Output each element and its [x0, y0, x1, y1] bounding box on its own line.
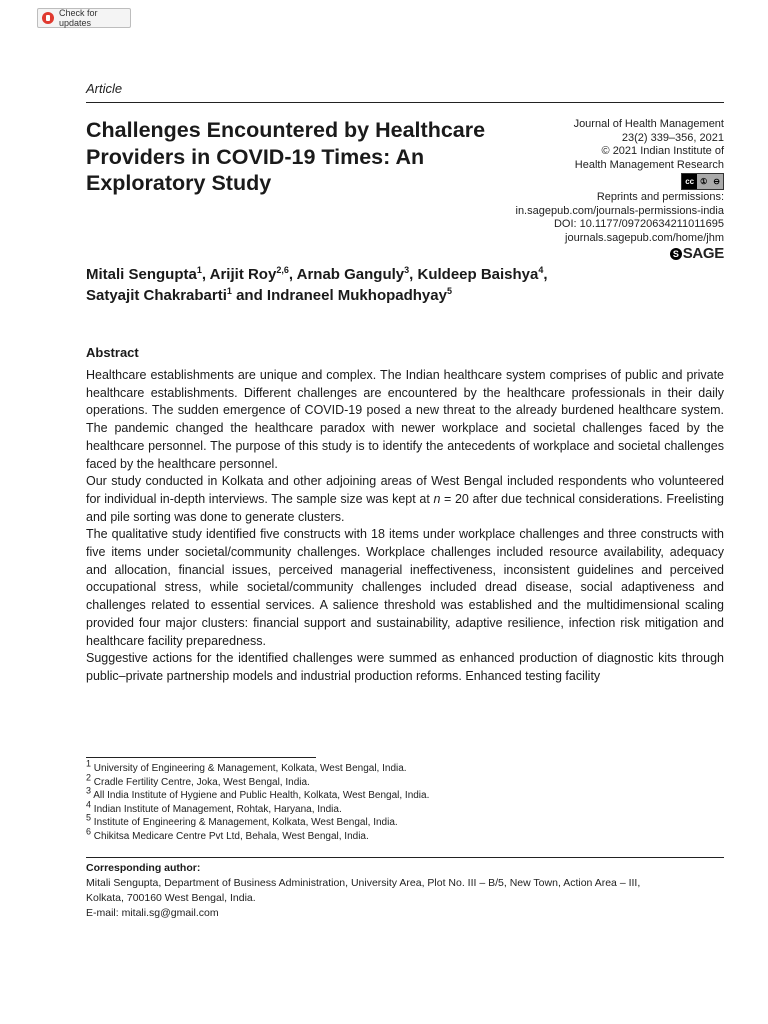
author-name: Arijit Roy	[209, 266, 277, 283]
abstract-paragraph	[86, 473, 724, 526]
corresponding-address: Mitali Sengupta, Department of Business Administration, University Area, Plot No. III – B/5, New Town, Action Area – III,	[86, 877, 641, 889]
abstract-paragraph: The qualitative study identified five constructs with 18 items under workplace challenges and three constructs with five items under societal/community challenges. Workplace challenges included resource availability, adequacy and allocation, financial issues, perceived managerial ineffectiveness, inconsistent guidelines and perceived occupational stress, while societal/community challenges included dread disease, social adaptiveness and challenges related to essential services. A salience threshold was established and the multidimensional scaling provided four major clusters: financial support and sustainability, adaptive resilience, infection risk mitigation and healthcare facility preparedness.	[86, 527, 724, 648]
check-for-updates-label: Check for updates	[59, 8, 98, 28]
footnote-number: 3	[86, 785, 92, 796]
footnote-item	[86, 812, 726, 830]
copyright-line-1: © 2021 Indian Institute of	[601, 145, 724, 157]
check-for-updates-button[interactable]	[37, 8, 131, 28]
copyright-line-2: Health Management Research	[574, 158, 724, 171]
footnote-item	[86, 772, 726, 790]
author-list: Mitali Sengupta$^1$, Arijit Roy$^{2,6}$, Arnab Ganguly$^3$, Kuldeep Baishya$^4$, Satyajit Chakrabarti$^1$ and Indraneel Mukhopadhyay$^5$	[86, 265, 548, 304]
publisher-name: SAGE	[682, 245, 724, 262]
author-name: Arnab Ganguly	[296, 266, 405, 283]
footnote-text: All India Institute of Hygiene and Public Health, Kolkata, West Bengal, India.	[93, 790, 430, 801]
abstract-paragraph: Suggestive actions for the identified challenges were summed as enhanced production of diagnostic kits through public–private partnership models and industrial production reforms. Enhanced testing facility	[86, 651, 724, 683]
journal-home-link[interactable]: journals.sagepub.com/home/jhm	[565, 231, 724, 244]
journal-citation: 23(2) 339–356, 2021	[621, 131, 724, 144]
author-name: Indraneel Mukhopadhyay	[266, 287, 447, 304]
abstract-body	[86, 367, 724, 686]
corresponding-email[interactable]: E-mail: mitali.sg@gmail.com	[86, 907, 219, 919]
corresponding-author-heading: Corresponding author:	[86, 862, 201, 874]
footnote-item	[86, 826, 726, 844]
footnote-text: University of Engineering & Management, Kolkata, West Bengal, India.	[93, 763, 407, 774]
sage-logo	[464, 247, 724, 261]
article-type-label: Article	[86, 81, 123, 96]
footnote-text: Institute of Engineering & Management, Kolkata, West Bengal, India.	[93, 817, 398, 828]
footnote-text: Indian Institute of Management, Rohtak, Haryana, India.	[93, 803, 342, 815]
footnote-number: 4	[86, 799, 92, 810]
footnote-number: 2	[86, 772, 92, 783]
journal-name: Journal of Health Management	[573, 118, 724, 130]
abstract-paragraph: Healthcare establishments are unique and complex. The Indian healthcare system comprises of public and private healthcare establishments. Different challenges are encountered by the healthcare professionals in their daily operations. The sudden emergence of COVID-19 posed a new threat to the already burdened healthcare system. The pandemic changed the healthcare paradox with newer workplace and societal challenges faced by the healthcare personnel. The purpose of this study is to identify the antecedents of workplace and societal challenges faced by the healthcare personnel.	[86, 368, 724, 471]
abstract-text: = 20 after due technical considerations. Freelisting and pile sorting was done to generate clusters.	[86, 491, 725, 524]
abstract-heading: Abstract	[86, 345, 139, 360]
author-name: Kuldeep Baishya	[417, 266, 539, 283]
author-affiliation: 4	[538, 265, 544, 275]
author-name: Mitali Sengupta	[86, 266, 197, 283]
reprints-link[interactable]: in.sagepub.com/journals-permissions-india	[515, 204, 724, 217]
footnote-item	[86, 799, 726, 817]
sample-size-variable: n	[433, 491, 441, 506]
footnote-text: Cradle Fertility Centre, Joka, West Bengal, India.	[93, 776, 310, 788]
article-title: Challenges Encountered by Healthcare Providers in COVID-19 Times: An Exploratory Study	[86, 118, 486, 195]
footnote-item	[86, 785, 726, 803]
author-affiliation: 1	[226, 286, 232, 296]
cc-license-icon[interactable]	[681, 173, 724, 190]
corresponding-author-details	[86, 876, 726, 921]
doi-link[interactable]: DOI: 10.1177/09720634211011695	[553, 218, 724, 230]
affiliation-footnotes	[86, 758, 726, 843]
author-name: Satyajit Chakrabarti	[86, 287, 227, 304]
author-affiliation: 5	[446, 286, 452, 296]
corresponding-divider	[86, 857, 724, 858]
footnote-number: 5	[86, 812, 92, 823]
footnote-number: 6	[86, 826, 92, 837]
header-divider	[86, 102, 724, 103]
corresponding-address: Kolkata, 700160 West Bengal, India.	[86, 892, 256, 904]
footnote-number: 1	[86, 758, 92, 769]
footnote-text: Chikitsa Medicare Centre Pvt Ltd, Behala, West Bengal, India.	[93, 830, 369, 842]
bookmark-update-icon	[42, 12, 54, 24]
author-affiliation: 2,6	[276, 265, 289, 275]
reprints-label: Reprints and permissions:	[596, 191, 724, 203]
abstract-text: Our study conducted in Kolkata and other adjoining areas of West Bengal included respondents who volunteered for individual in-depth interviews. The sample size was kept at	[86, 474, 724, 506]
by-icon: ①	[697, 174, 710, 189]
journal-info-block	[464, 118, 724, 261]
sage-s-icon: S	[670, 248, 682, 260]
nc-icon: ⊖	[710, 174, 723, 189]
author-affiliation: 3	[404, 265, 410, 275]
footnote-divider	[86, 757, 316, 758]
footnote-item	[86, 758, 726, 776]
cc-icon: cc	[682, 174, 697, 189]
author-affiliation: 1	[196, 265, 202, 275]
